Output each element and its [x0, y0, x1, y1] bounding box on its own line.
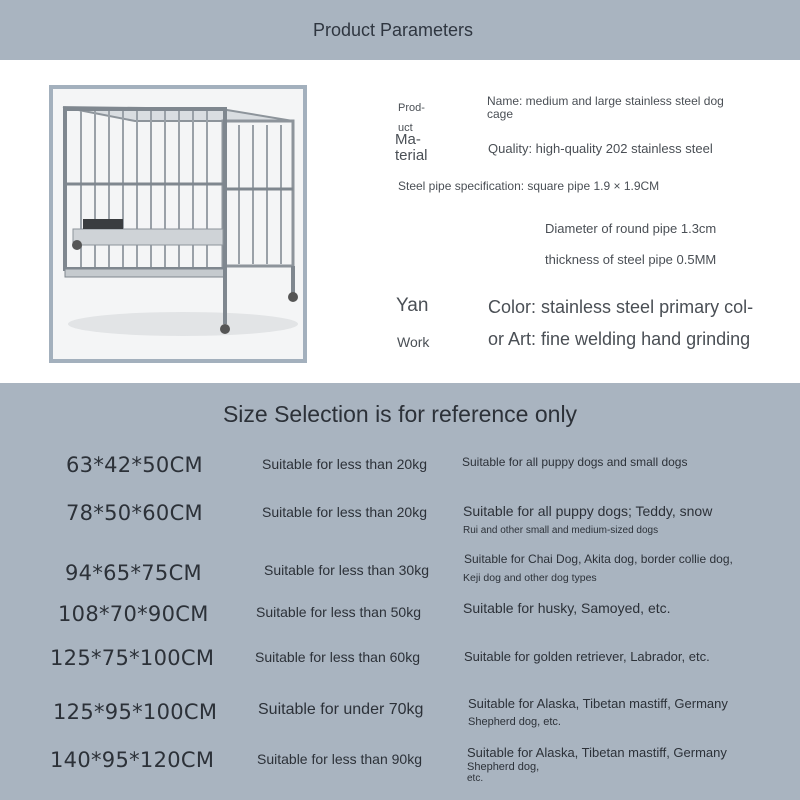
size-description: Suitable for golden retriever, Labrador, etc. [464, 649, 710, 664]
size-weight: Suitable for less than 90kg [257, 751, 422, 767]
size-description: Suitable for Alaska, Tibetan mastiff, Germany Shepherd dog, etc. [468, 696, 728, 728]
pipe-thickness: thickness of steel pipe 0.5MM [545, 252, 717, 267]
size-selection-section [0, 383, 800, 800]
product-name-line2: cage [487, 107, 514, 121]
size-section-title: Size Selection is for reference only [222, 401, 578, 427]
product-name-line1: Name: medium and large stainless steel dog [487, 94, 724, 108]
work-value: or Art: fine welding hand grinding [488, 329, 751, 349]
product-label: Prod- uct [398, 102, 425, 134]
size-weight: Suitable for less than 60kg [255, 649, 420, 665]
material-value: Quality: high-quality 202 stainless steel [488, 141, 713, 156]
size-description: Suitable for Chai Dog, Akita dog, border collie dog, Keji dog and other dog types [463, 552, 733, 584]
size-dimension: 94*65*75CM [65, 561, 202, 585]
steel-pipe-spec: Steel pipe specification: square pipe 1.9 × 1.9CM [398, 179, 660, 193]
size-dimension: 63*42*50CM [66, 453, 203, 477]
page-title: Product Parameters [312, 19, 474, 40]
size-dimension: 78*50*60CM [66, 501, 203, 525]
product-photo [49, 85, 307, 363]
size-dimension: 125*95*100CM [53, 700, 218, 724]
color-label: Yan [396, 295, 429, 316]
header-bar [0, 0, 800, 60]
round-pipe-diameter: Diameter of round pipe 1.3cm [545, 221, 717, 236]
size-weight: Suitable for less than 50kg [256, 604, 421, 620]
size-dimension: 140*95*120CM [50, 748, 215, 772]
size-dimension: 125*75*100CM [50, 646, 215, 670]
size-weight: Suitable for less than 30kg [264, 562, 429, 578]
size-weight: Suitable for under 70kg [258, 701, 424, 718]
size-description: Suitable for husky, Samoyed, etc. [463, 600, 671, 616]
size-weight: Suitable for less than 20kg [262, 504, 427, 520]
material-label-line1: Ma- [395, 131, 421, 148]
product-parameters-section [0, 60, 800, 383]
size-description: Suitable for all puppy dogs and small dogs [462, 455, 688, 469]
work-label: Work [397, 334, 430, 350]
size-description: Suitable for Alaska, Tibetan mastiff, Germany Shepherd dog, etc. [467, 745, 727, 784]
material-label-line2: terial [395, 147, 428, 164]
dog-cage-image [53, 89, 303, 359]
color-value: Color: stainless steel primary col- [488, 297, 754, 317]
size-weight: Suitable for less than 20kg [262, 456, 427, 472]
size-dimension: 108*70*90CM [58, 602, 209, 626]
size-description: Suitable for all puppy dogs; Teddy, snow Rui and other small and medium-sized dogs [463, 503, 713, 536]
